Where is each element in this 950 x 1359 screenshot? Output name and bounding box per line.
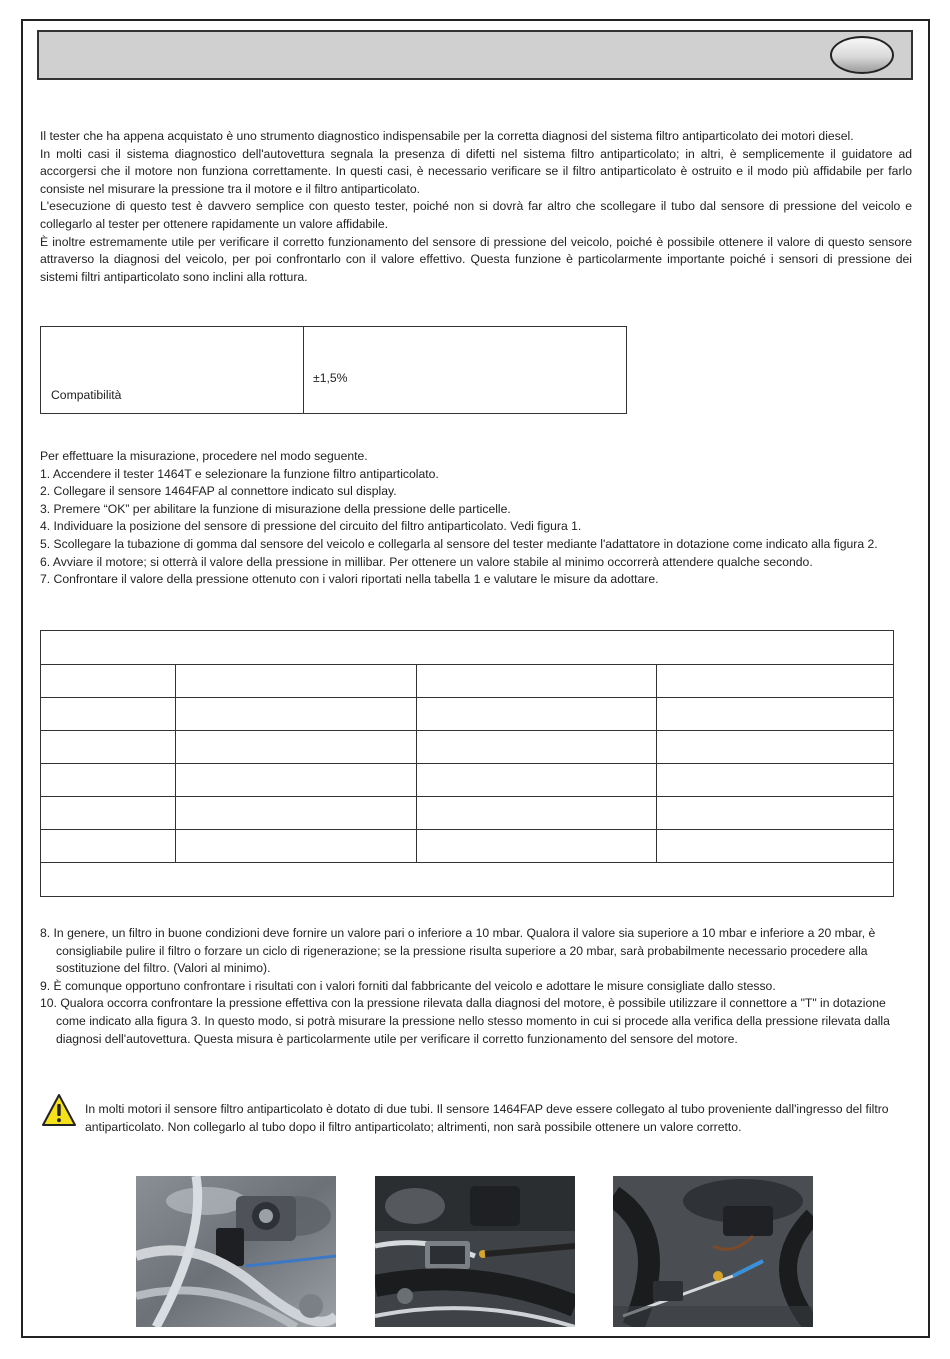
procedure-step: 6. Avviare il motore; si otterrà il valore della pressione in millibar. Per ottenere un valore stabile al minimo occorrerà attendere qualche secondo. xyxy=(40,554,813,569)
procedure-intro: Per effettuare la misurazione, procedere nel modo seguente. xyxy=(40,449,368,463)
intro-paragraph: Il tester che ha appena acquistato è uno strumento diagnostico indispensabile per la corretta diagnosi del sistema filtro antiparticolato dei motori diesel. xyxy=(40,129,854,143)
header-pill-badge xyxy=(830,36,894,74)
procedure-step: 8. In genere, un filtro in buone condizioni deve fornire un valore pari o inferiore a 10 mbar. Qualora il valore sia superiore a 10 mbar e inferiore a 20 mbar, è consigliabile pulire il filtro o forzare un ciclo di rigenerazione; se la pressione risulta superiore a 20 mbar, sarà probabilmente necessario procedere alla sostituzione del filtro. (Valori al minimo). xyxy=(40,926,876,976)
spec-value: ±1,5% xyxy=(313,371,348,385)
procedure-step: 2. Collegare il sensore 1464FAP al connettore indicato sul display. xyxy=(40,484,397,499)
procedure-step: 10. Qualora occorra confrontare la pressione effettiva con la pressione rilevata dalla diagnosi del motore, è possibile utilizzare il connettore a "T" in dotazione come indicato alla figura 3. In questo modo, si potrà misurare la pressione nello stesso momento in cui si procede alla verifica della pressione rilevata dalla diagnosi dell'autovettura. Questa misura è particolarmente utile per verificare il corretto funzionamento del sensore del motore. xyxy=(40,996,890,1046)
warning-text: In molti motori il sensore filtro antiparticolato è dotato di due tubi. Il sensore 1464FAP deve essere collegato al tubo proveniente dall'ingresso del filtro antiparticolato. Non collegarlo al tubo dopo il filtro antiparticolato; altrimenti, non sarà possibile ottenere un valore corretto. xyxy=(85,1102,889,1134)
procedure-step: 7. Confrontare il valore della pressione ottenuto con i valori riportati nella tabella 1 e valutare le misure da adottare. xyxy=(40,572,659,587)
procedure-step: 4. Individuare la posizione del sensore di pressione del circuito del filtro antiparticolato. Vedi figura 1. xyxy=(40,519,582,534)
figure-2-photo xyxy=(375,1176,575,1327)
intro-paragraph: L'esecuzione di questo test è davvero semplice con questo tester, poiché non si dovrà far altro che scollegare il tubo dal sensore di pressione del veicolo e collegarlo al tester per ottenere rapidamente un valore affidabile. xyxy=(40,199,912,231)
table-row xyxy=(41,797,894,830)
procedure-step: 9. È comunque opportuno confrontare i risultati con i valori forniti dal fabbricante del veicolo e adottare le misure consigliate dallo stesso. xyxy=(40,978,776,993)
header-bar xyxy=(37,30,913,80)
spec-label: Compatibilità xyxy=(51,388,122,402)
intro-paragraph: In molti casi il sistema diagnostico dell'autovettura segnala la presenza di difetti nel sistema filtro antiparticolato; in altri, è semplicemente il guidatore ad accorgersi che il motore non funziona correttamente. In questi casi, è necessario verificare se il filtro antiparticolato è ostruito e il modo più affidabile per farlo consiste nel misurare la pressione tra il motore e il filtro antiparticolato. xyxy=(40,146,912,196)
table-header-cell xyxy=(41,631,894,665)
table-row xyxy=(41,665,894,698)
procedure-steps xyxy=(40,448,912,589)
table-row xyxy=(41,731,894,764)
intro-paragraph: È inoltre estremamente utile per verificare il corretto funzionamento del sensore di pressione del veicolo, poiché è possibile ottenere il valore di questo sensore attraverso la diagnosi del veicolo, per poi confrontarlo con il valore effettivo. Questa funzione è particolarmente importante poiché i sensori di pressione dei sistemi filtri antiparticolato sono inclini alla rottura. xyxy=(40,234,912,284)
table-footer-cell xyxy=(41,863,894,897)
figure-3-photo xyxy=(613,1176,813,1327)
procedure-step: 5. Scollegare la tubazione di gomma dal sensore del veicolo e collegarla al sensore del tester mediante l'adattatore in dotazione come indicato alla figura 2. xyxy=(40,536,878,551)
spec-table xyxy=(40,326,627,414)
additional-steps xyxy=(40,925,912,1048)
procedure-step: 3. Premere “OK” per abilitare la funzione di misurazione della pressione delle particelle. xyxy=(40,501,511,516)
spec-table-divider xyxy=(303,327,304,413)
pressure-values-table xyxy=(40,630,894,897)
table-row xyxy=(41,698,894,731)
table-row xyxy=(41,830,894,863)
table-row xyxy=(41,764,894,797)
warning-triangle-icon xyxy=(41,1093,77,1127)
intro-text xyxy=(40,128,912,286)
figure-1-photo xyxy=(136,1176,336,1327)
procedure-step: 1. Accendere il tester 1464T e selezionare la funzione filtro antiparticolato. xyxy=(40,466,439,481)
